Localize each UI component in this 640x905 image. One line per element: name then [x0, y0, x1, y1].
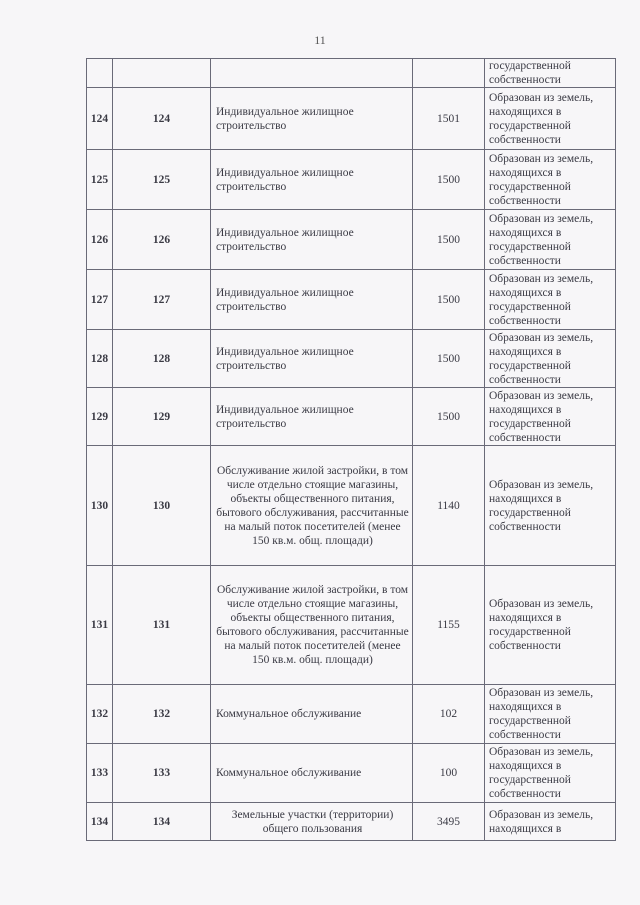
table-row: [87, 446, 616, 566]
formation-note-cell: Образован из земель, находящихся в государственной собственности: [485, 270, 616, 330]
permitted-use-cell: Индивидуальное жилищное строительство: [211, 88, 413, 150]
formation-note-cell: Образован из земель, находящихся в государственной собственности: [485, 210, 616, 270]
plot-conditional-number-cell: 131: [113, 566, 211, 685]
table-row: [87, 330, 616, 388]
table-row: [87, 388, 616, 446]
table-row: [87, 270, 616, 330]
plot-conditional-number-cell: 134: [113, 803, 211, 841]
table-row: [87, 210, 616, 270]
formation-note-cell: Образован из земель, находящихся в государственной собственности: [485, 685, 616, 744]
plot-number-cell: 130: [87, 446, 113, 566]
permitted-use-cell: Коммунальное обслуживание: [211, 685, 413, 744]
permitted-use-cell: Индивидуальное жилищное строительство: [211, 150, 413, 210]
area-cell: 3495: [413, 803, 485, 841]
plot-number-cell: 127: [87, 270, 113, 330]
table-row: [87, 685, 616, 744]
plot-conditional-number-cell: [113, 59, 211, 88]
table-row: [87, 88, 616, 150]
plot-number-cell: [87, 59, 113, 88]
area-cell: 100: [413, 744, 485, 803]
area-cell: 1501: [413, 88, 485, 150]
area-cell: 1500: [413, 388, 485, 446]
area-cell: 1140: [413, 446, 485, 566]
area-cell: 1500: [413, 210, 485, 270]
plot-number-cell: 129: [87, 388, 113, 446]
formation-note-cell: Образован из земель, находящихся в государственной собственности: [485, 88, 616, 150]
area-cell: 1500: [413, 150, 485, 210]
permitted-use-cell: Индивидуальное жилищное строительство: [211, 210, 413, 270]
plot-conditional-number-cell: 125: [113, 150, 211, 210]
plot-number-cell: 131: [87, 566, 113, 685]
area-cell: 1155: [413, 566, 485, 685]
permitted-use-cell: Индивидуальное жилищное строительство: [211, 270, 413, 330]
plot-conditional-number-cell: 129: [113, 388, 211, 446]
plot-conditional-number-cell: 127: [113, 270, 211, 330]
plot-conditional-number-cell: 128: [113, 330, 211, 388]
formation-note-cell: Образован из земель, находящихся в государственной собственности: [485, 330, 616, 388]
plot-conditional-number-cell: 130: [113, 446, 211, 566]
formation-note-cell: Образован из земель, находящихся в государственной собственности: [485, 566, 616, 685]
table-row: [87, 150, 616, 210]
table-row: [87, 59, 616, 88]
plot-number-cell: 124: [87, 88, 113, 150]
plot-conditional-number-cell: 126: [113, 210, 211, 270]
permitted-use-cell: Коммунальное обслуживание: [211, 744, 413, 803]
plot-number-cell: 134: [87, 803, 113, 841]
formation-note-cell: Образован из земель, находящихся в государственной собственности: [485, 446, 616, 566]
plot-number-cell: 128: [87, 330, 113, 388]
plot-conditional-number-cell: 132: [113, 685, 211, 744]
permitted-use-cell: [211, 59, 413, 88]
formation-note-cell: Образован из земель, находящихся в государственной собственности: [485, 744, 616, 803]
plot-conditional-number-cell: 133: [113, 744, 211, 803]
permitted-use-cell: Индивидуальное жилищное строительство: [211, 330, 413, 388]
area-cell: [413, 59, 485, 88]
formation-note-cell: Образован из земель, находящихся в государственной собственности: [485, 150, 616, 210]
formation-note-cell: Образован из земель, находящихся в государственной собственности: [485, 388, 616, 446]
plot-number-cell: 126: [87, 210, 113, 270]
area-cell: 1500: [413, 330, 485, 388]
plot-number-cell: 133: [87, 744, 113, 803]
permitted-use-cell: Обслуживание жилой застройки, в том числе отдельно стоящие магазины, объекты общественного питания, бытового обслуживания, рассчитанные на малый поток посетителей (менее 150 кв.м. общ. площади): [211, 446, 413, 566]
page-number: 11: [314, 33, 326, 47]
plot-number-cell: 132: [87, 685, 113, 744]
table-row: [87, 566, 616, 685]
land-plots-table: [86, 58, 616, 841]
plot-conditional-number-cell: 124: [113, 88, 211, 150]
area-cell: 102: [413, 685, 485, 744]
area-cell: 1500: [413, 270, 485, 330]
permitted-use-cell: Обслуживание жилой застройки, в том числе отдельно стоящие магазины, объекты общественного питания, бытового обслуживания, рассчитанные на малый поток посетителей (менее 150 кв.м. общ. площади): [211, 566, 413, 685]
permitted-use-cell: Индивидуальное жилищное строительство: [211, 388, 413, 446]
permitted-use-cell: Земельные участки (территории) общего пользования: [211, 803, 413, 841]
table-row: [87, 803, 616, 841]
formation-note-cell: Образован из земель, находящихся в: [485, 803, 616, 841]
formation-note-cell: государственной собственности: [485, 59, 616, 88]
plot-number-cell: 125: [87, 150, 113, 210]
table-row: [87, 744, 616, 803]
